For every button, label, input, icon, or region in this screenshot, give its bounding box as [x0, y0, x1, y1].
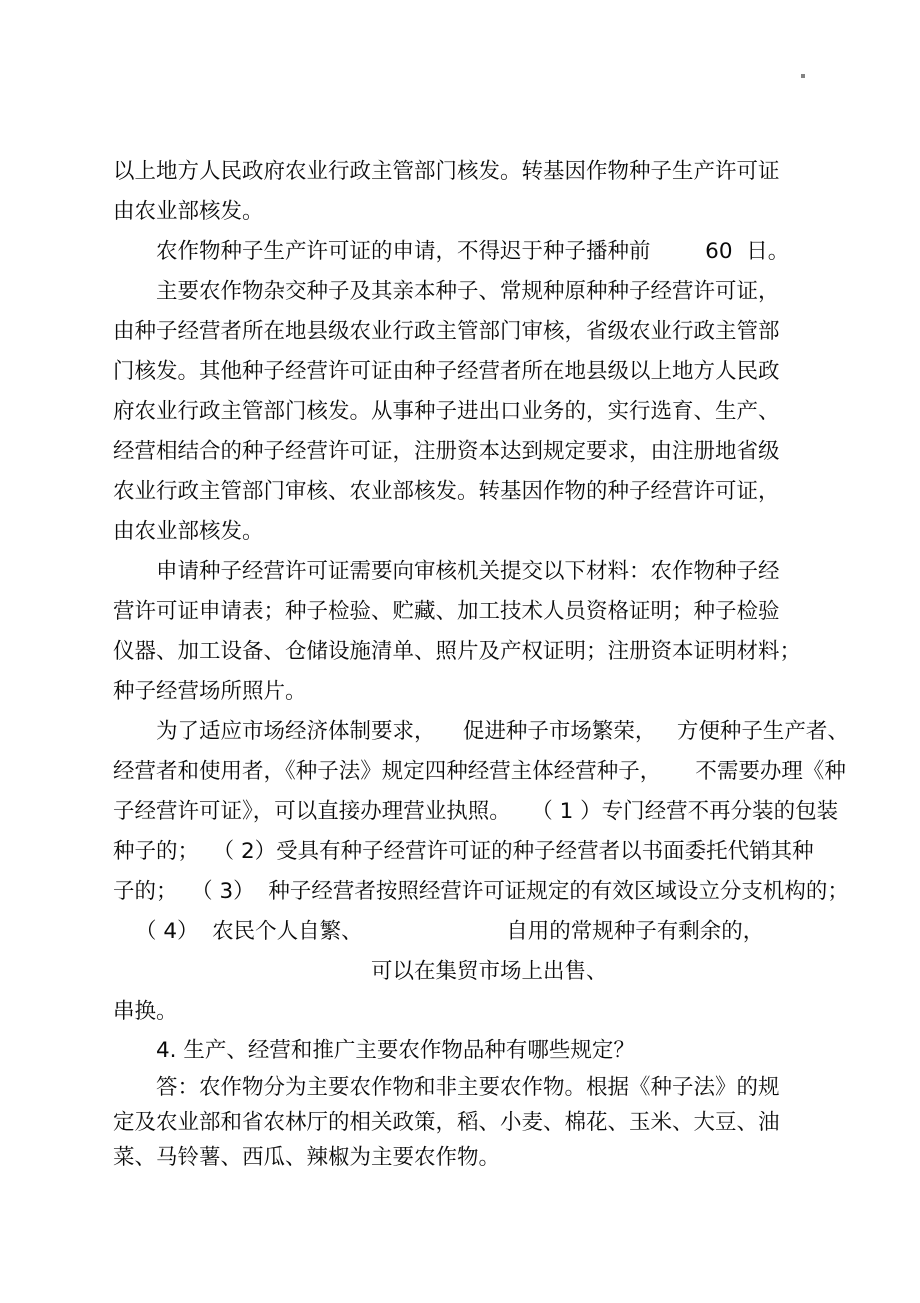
- text-line: 子经营许可证》，可以直接办理营业执照。 （ 1 ）专门经营不再分装的包装: [113, 799, 839, 824]
- text-line: 营许可证申请表；种子检验、贮藏、加工技术人员资格证明；种子检验: [113, 599, 780, 624]
- text-line: 门核发。其他种子经营许可证由种子经营者所在地县级以上地方人民政: [113, 359, 780, 384]
- text-line: 由种子经营者所在地县级农业行政主管部门审核，省级农业行政主管部: [113, 319, 780, 344]
- scan-speck-artifact: [801, 74, 805, 78]
- answer-line: 答：农作物分为主要农作物和非主要农作物。根据《种子法》的规: [156, 1075, 780, 1100]
- text-line: 子的； （ 3） 种子经营者按照经营许可证规定的有效区域设立分支机构的；: [113, 879, 849, 904]
- text-line: 可以在集贸市场上出售、: [371, 959, 608, 984]
- text-line: 为了适应市场经济体制要求， 促进种子市场繁荣， 方便种子生产者、: [156, 719, 849, 744]
- text-line: 府农业行政主管部门核发。从事种子进出口业务的，实行选育、生产、: [113, 399, 780, 424]
- text-line: 仪器、加工设备、仓储设施清单、照片及产权证明；注册资本证明材料；: [113, 639, 802, 664]
- answer-line: 定及农业部和省农林厅的相关政策，稻、小麦、棉花、玉米、大豆、油: [113, 1110, 780, 1135]
- document-body: [113, 152, 849, 1175]
- text-line: 农作物种子生产许可证的申请，不得迟于种子播种前 60 日。: [156, 239, 790, 264]
- text-line: 经营者和使用者，《种子法》规定四种经营主体经营种子， 不需要办理《种: [113, 759, 846, 784]
- question-heading: 4. 生产、经营和推广主要农作物品种有哪些规定？: [156, 1038, 635, 1063]
- text-line: 经营相结合的种子经营许可证，注册资本达到规定要求，由注册地省级: [113, 439, 780, 464]
- text-line-item-4: （ 4） 农民个人自繁、 自用的常规种子有剩余的，: [135, 919, 765, 944]
- answer-line: 菜、马铃薯、西瓜、辣椒为主要农作物。: [113, 1145, 501, 1170]
- text-line: 由农业部核发。: [113, 519, 264, 544]
- text-line: 串换。: [113, 999, 178, 1024]
- text-line: 由农业部核发。: [113, 199, 264, 224]
- text-line: 主要农作物杂交种子及其亲本种子、常规种原种种子经营许可证，: [156, 279, 780, 304]
- text-line: 种子经营场所照片。: [113, 679, 307, 704]
- text-line: 种子的； （ 2）受具有种子经营许可证的种子经营者以书面委托代销其种: [113, 839, 814, 864]
- text-line: 农业行政主管部门审核、农业部核发。转基因作物的种子经营许可证，: [113, 479, 780, 504]
- text-line: 以上地方人民政府农业行政主管部门核发。转基因作物种子生产许可证: [113, 159, 780, 184]
- text-line: 申请种子经营许可证需要向审核机关提交以下材料：农作物种子经: [156, 559, 780, 584]
